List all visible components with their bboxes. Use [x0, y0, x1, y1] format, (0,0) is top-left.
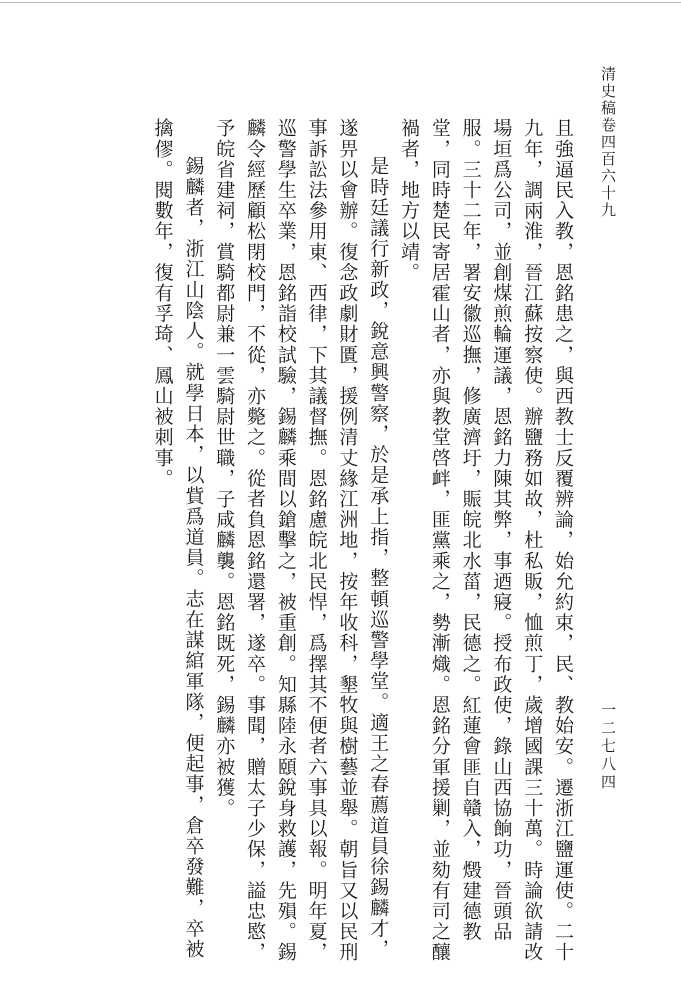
paragraph-1: 且強逼民入教，恩銘患之，與西教士反覆辨論，始允約束，民、教始安。遷浙江鹽運使。二十九年，調兩淮，晉江蘇按察使。辦鹽務如故，杜私販，恤煎丁，歲增國課三十萬。時論欲請改場垣爲公司，並創煤煎輪運議，恩銘力陳其弊，事迺寢。授布政使，錄山西協餉功，晉頭品服。三十二年，署安徽巡撫，修廣濟圩，賑皖北水菑，民德之。紅蓮會匪自贛入，燬建德教堂，同時楚民寄居霍山者，亦與教堂啓衅，匪黨乘之，勢漸熾。恩銘分軍援剿，並劾有司之釀禍者，地方以靖。 [398, 118, 574, 963]
paragraph-2: 是時廷議行新政，銳意興警察，於是承上指，整頓巡警學堂。適王之春薦道員徐錫麟才，遂畀以會辦。復念政劇財匱，援例清丈緣江洲地，按年收科，墾牧與樹藝並舉。朝旨又以民刑事訴訟法參用東、西律，下其議督撫。恩銘慮皖北民悍，爲擇其不便者六事具以報。明年夏，巡警學生卒業，恩銘詣校試驗，錫麟乘間以鎗擊之，被重創。知縣陸永頤銳身救護，先殞。錫麟令經歷顧松閉校門，不從，亦斃之。從者負恩銘還署，遂卒。事聞，贈太子少保，謚忠愍，予皖省建祠，賞騎都尉兼一雲騎尉世職，子咸麟襲。恩銘既死，錫麟亦被獲。 [213, 118, 390, 963]
page-number: 一二七八四 [599, 702, 617, 792]
running-title: 清史稿卷四百六十九 [599, 66, 617, 219]
paragraph-3: 錫麟者，浙江山陰人。就學日本，以貲爲道員。志在謀綰軍隊，便起事，倉卒發難，卒被擒僇。閱數年，復有孚琦、鳳山被刺事。 [151, 118, 205, 960]
body-text [138, 118, 578, 978]
top-edge-rule [0, 2, 681, 3]
